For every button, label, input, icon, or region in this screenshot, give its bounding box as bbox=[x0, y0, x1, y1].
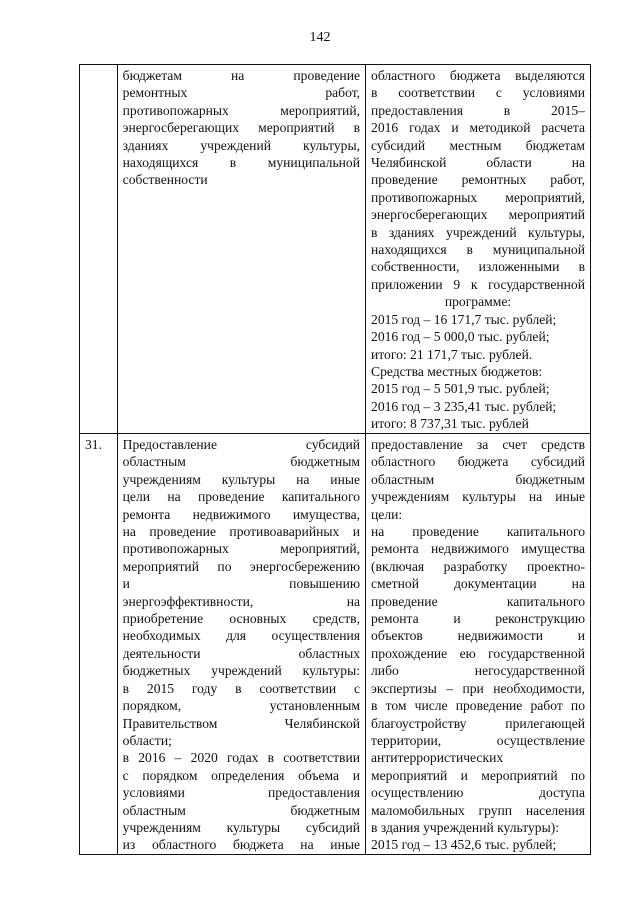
text-line: 2015 год – 16 171,7 тыс. рублей; bbox=[371, 311, 557, 327]
text-line: собственности bbox=[122, 172, 208, 188]
text-line: Средства местных бюджетов: bbox=[371, 363, 543, 379]
text-line: областного бюджета субсидий bbox=[371, 454, 585, 470]
text-line: экспертизы – при необходимости, bbox=[371, 680, 585, 696]
text-line: Предоставление субсидий bbox=[122, 437, 361, 452]
text-line: итого: 21 171,7 тыс. рублей. bbox=[371, 346, 533, 362]
text-line: в соответствии с условиями bbox=[371, 85, 585, 101]
text-line: либо негосударственной bbox=[371, 663, 585, 679]
text-line: осуществлению доступа bbox=[371, 785, 585, 801]
description-cell bbox=[366, 434, 591, 855]
text-line: противопожарных мероприятий, bbox=[371, 189, 585, 205]
text-line: приобретение основных средств, bbox=[122, 611, 361, 627]
text-line: на проведение противоаварийных и bbox=[122, 524, 361, 540]
text-line: сметной документации на bbox=[371, 576, 585, 592]
text-line: субсидий местным бюджетам bbox=[371, 137, 585, 153]
text-line: областным бюджетным bbox=[122, 802, 361, 818]
text-line: ремонта недвижимого имущества, bbox=[122, 506, 361, 522]
text-line: противопожарных мероприятий, bbox=[122, 102, 361, 118]
activity-cell bbox=[117, 65, 365, 434]
text-line: 2015 год – 5 501,9 тыс. рублей; bbox=[371, 381, 550, 397]
text-line: Правительством Челябинской bbox=[122, 715, 361, 731]
text-line: бюджетам на проведение bbox=[122, 68, 361, 83]
text-line: 2016 год – 3 235,41 тыс. рублей; bbox=[371, 398, 557, 414]
text-line: 2016 годах и методикой расчета bbox=[371, 120, 585, 136]
text-line: энергосберегающих мероприятий в bbox=[122, 120, 361, 136]
program-table bbox=[79, 64, 591, 855]
text-line: цели: bbox=[371, 506, 403, 522]
text-line: в 2015 году в соответствии с bbox=[122, 680, 361, 696]
table-row bbox=[80, 65, 591, 434]
text-line: 2015 год – 13 452,6 тыс. рублей; bbox=[371, 837, 557, 853]
text-line: областным бюджетным bbox=[122, 454, 361, 470]
text-line: находящихся в муниципальной bbox=[122, 155, 361, 171]
text-line: в 2016 – 2020 годах в соответствии bbox=[122, 750, 361, 766]
text-line: собственности, изложенными в bbox=[371, 259, 585, 275]
text-line: областного бюджета выделяются bbox=[371, 68, 585, 83]
description-cell bbox=[366, 65, 591, 434]
text-line: благоустройству прилегающей bbox=[371, 715, 585, 731]
text-line: из областного бюджета на иные bbox=[122, 837, 361, 853]
text-line: проведение капитального bbox=[371, 593, 585, 609]
activity-cell bbox=[117, 434, 365, 855]
text-line: предоставления в 2015– bbox=[371, 102, 585, 118]
text-line: территории, осуществление bbox=[371, 732, 585, 748]
text-line: областным бюджетным bbox=[371, 471, 585, 487]
text-line: приложении 9 к государственной bbox=[371, 276, 585, 292]
text-line: мероприятий и мероприятий по bbox=[371, 767, 585, 783]
text-line: и повышению bbox=[122, 576, 361, 592]
text-line: необходимых для осуществления bbox=[122, 628, 361, 644]
row-number-cell: 31. bbox=[80, 434, 118, 855]
text-line: противопожарных мероприятий, bbox=[122, 541, 361, 557]
text-line: зданиях учреждений культуры, bbox=[122, 137, 361, 153]
text-line: в здания учреждений культуры): bbox=[371, 819, 560, 835]
text-line: бюджетных учреждений культуры: bbox=[122, 663, 361, 679]
text-line: энергосберегающих мероприятий bbox=[371, 207, 585, 223]
text-line: на проведение капитального bbox=[371, 524, 585, 540]
text-line: (включая разработку проектно- bbox=[371, 558, 585, 574]
text-line: прохождение ею государственной bbox=[371, 645, 585, 661]
page-number: 142 bbox=[309, 30, 331, 45]
text-line: ремонтных работ, bbox=[122, 85, 361, 101]
text-line: условиями предоставления bbox=[122, 785, 361, 801]
text-line: в том числе проведение работ по bbox=[371, 698, 585, 714]
row-number-cell bbox=[80, 65, 118, 434]
text-line: маломобильных групп населения bbox=[371, 802, 585, 818]
text-line: учреждениям культуры на иные bbox=[371, 489, 585, 505]
text-line: ремонта и реконструкцию bbox=[371, 611, 585, 627]
text-line: антитеррористических bbox=[371, 750, 504, 766]
text-line: программе: bbox=[444, 294, 512, 310]
text-line: энергоэффективности, на bbox=[122, 593, 361, 609]
text-line: деятельности областных bbox=[122, 645, 361, 661]
text-line: итого: 8 737,31 тыс. рублей bbox=[371, 416, 529, 432]
text-line: порядком, установленным bbox=[122, 698, 361, 714]
text-line: предоставление за счет средств bbox=[371, 437, 585, 452]
text-line: с порядком определения объема и bbox=[122, 767, 361, 783]
text-line: области; bbox=[122, 732, 172, 748]
text-line: находящихся в муниципальной bbox=[371, 242, 585, 258]
text-line: цели на проведение капитального bbox=[122, 489, 361, 505]
text-line: учреждениям культуры на иные bbox=[122, 471, 361, 487]
text-line: учреждениям культуры субсидий bbox=[122, 819, 361, 835]
text-line: ремонта недвижимого имущества bbox=[371, 541, 585, 557]
text-line: проведение ремонтных работ, bbox=[371, 172, 585, 188]
text-line: 2016 год – 5 000,0 тыс. рублей; bbox=[371, 329, 550, 345]
text-line: объектов недвижимости и bbox=[371, 628, 585, 644]
text-line: мероприятий по энергосбережению bbox=[122, 558, 361, 574]
table-row bbox=[80, 434, 591, 855]
text-line: Челябинской области на bbox=[371, 155, 585, 171]
text-line: в зданиях учреждений культуры, bbox=[371, 224, 585, 240]
